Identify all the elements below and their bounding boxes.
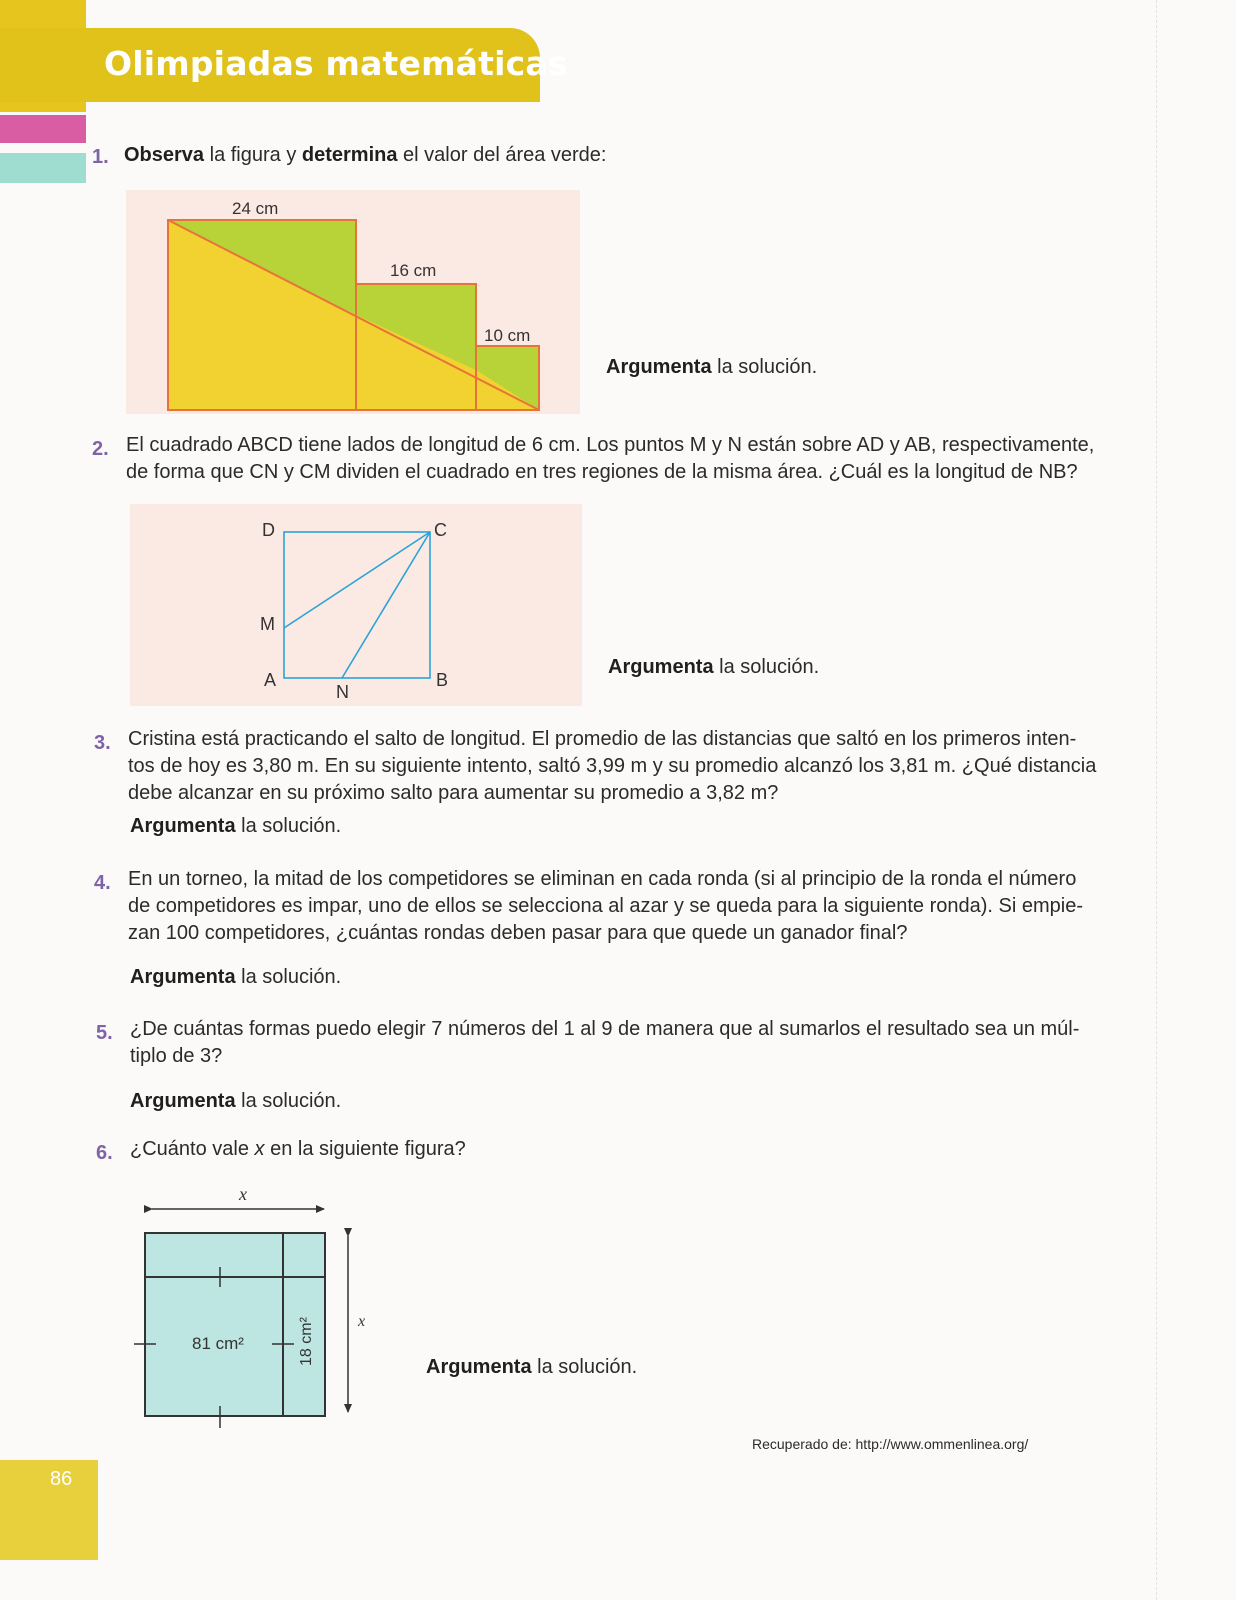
question-6-argumenta: Argumenta la solución. bbox=[426, 1356, 638, 1378]
page-number: 86 bbox=[50, 1468, 73, 1490]
question-1-argumenta: Argumenta la solución. bbox=[606, 356, 818, 378]
question-1-number: 1. bbox=[92, 146, 109, 168]
label-m: M bbox=[260, 614, 275, 634]
label-16cm: 16 cm bbox=[390, 261, 437, 280]
label-x-top: x bbox=[239, 1184, 247, 1204]
page-title: Olimpiadas matemáticas bbox=[104, 44, 568, 83]
label-18cm2: 18 cm² bbox=[298, 1317, 315, 1366]
label-d: D bbox=[262, 520, 275, 540]
label-b: B bbox=[436, 670, 449, 690]
question-3-text: Cristina está practicando el salto de longitud. El promedio de las distancias que saltó en los primeros inten- tos de hoy es 3,80 m. En su siguiente intento, saltó 3,99 m y su promedio alcanzó los 3,81 m. ¿Qué distancia debe alcanzar en su próximo salto para aumentar su promedio a 3,82 m? bbox=[128, 728, 1097, 804]
source-credit: Recuperado de: http://www.ommenlinea.org/ bbox=[752, 1436, 1029, 1452]
question-6-text: ¿Cuánto vale x en la siguiente figura? bbox=[130, 1138, 466, 1160]
question-1-text: Observa la figura y determina el valor del área verde: bbox=[124, 144, 607, 166]
question-4-argumenta: Argumenta la solución. bbox=[130, 966, 342, 988]
question-5-number: 5. bbox=[96, 1022, 113, 1044]
label-n: N bbox=[336, 682, 349, 702]
pink-accent-bar bbox=[0, 115, 86, 143]
question-4-number: 4. bbox=[94, 872, 111, 894]
question-2-argumenta: Argumenta la solución. bbox=[608, 656, 820, 678]
figure-1-staircase bbox=[126, 190, 580, 414]
page-edge-dashes bbox=[1156, 0, 1158, 1600]
figure-2-square bbox=[130, 504, 582, 706]
question-4-text: En un torneo, la mitad de los competidores se eliminan en cada ronda (si al principio de la ronda el número de competidores es impar, uno de ellos se selecciona al azar y se queda para la siguiente ronda). Si empie- zan 100 competidores, ¿cuántas rondas deben pasar para que quede un ganador final? bbox=[128, 868, 1083, 944]
question-3-argumenta: Argumenta la solución. bbox=[130, 815, 342, 837]
question-5-text: ¿De cuántas formas puedo elegir 7 números del 1 al 9 de manera que al sumarlos el resultado sea un múl- tiplo de 3? bbox=[130, 1018, 1080, 1067]
label-10cm: 10 cm bbox=[484, 326, 531, 345]
label-x-right: x bbox=[358, 1313, 366, 1330]
teal-accent-bar bbox=[0, 153, 86, 183]
question-3-number: 3. bbox=[94, 732, 111, 754]
question-6-number: 6. bbox=[96, 1142, 113, 1164]
label-81cm2: 81 cm² bbox=[192, 1334, 244, 1353]
figure-6-square bbox=[126, 1176, 386, 1432]
label-a: A bbox=[264, 670, 277, 690]
question-2-number: 2. bbox=[92, 438, 109, 460]
question-2-text: El cuadrado ABCD tiene lados de longitud de 6 cm. Los puntos M y N están sobre AD y AB, respectivamente, de forma que CN y CM dividen el cuadrado en tres regiones de la misma área. ¿Cuál es la longitud de NB? bbox=[126, 434, 1095, 483]
page-number-box bbox=[0, 1460, 98, 1560]
label-c: C bbox=[434, 520, 447, 540]
label-24cm: 24 cm bbox=[232, 199, 279, 218]
question-5-argumenta: Argumenta la solución. bbox=[130, 1090, 342, 1112]
